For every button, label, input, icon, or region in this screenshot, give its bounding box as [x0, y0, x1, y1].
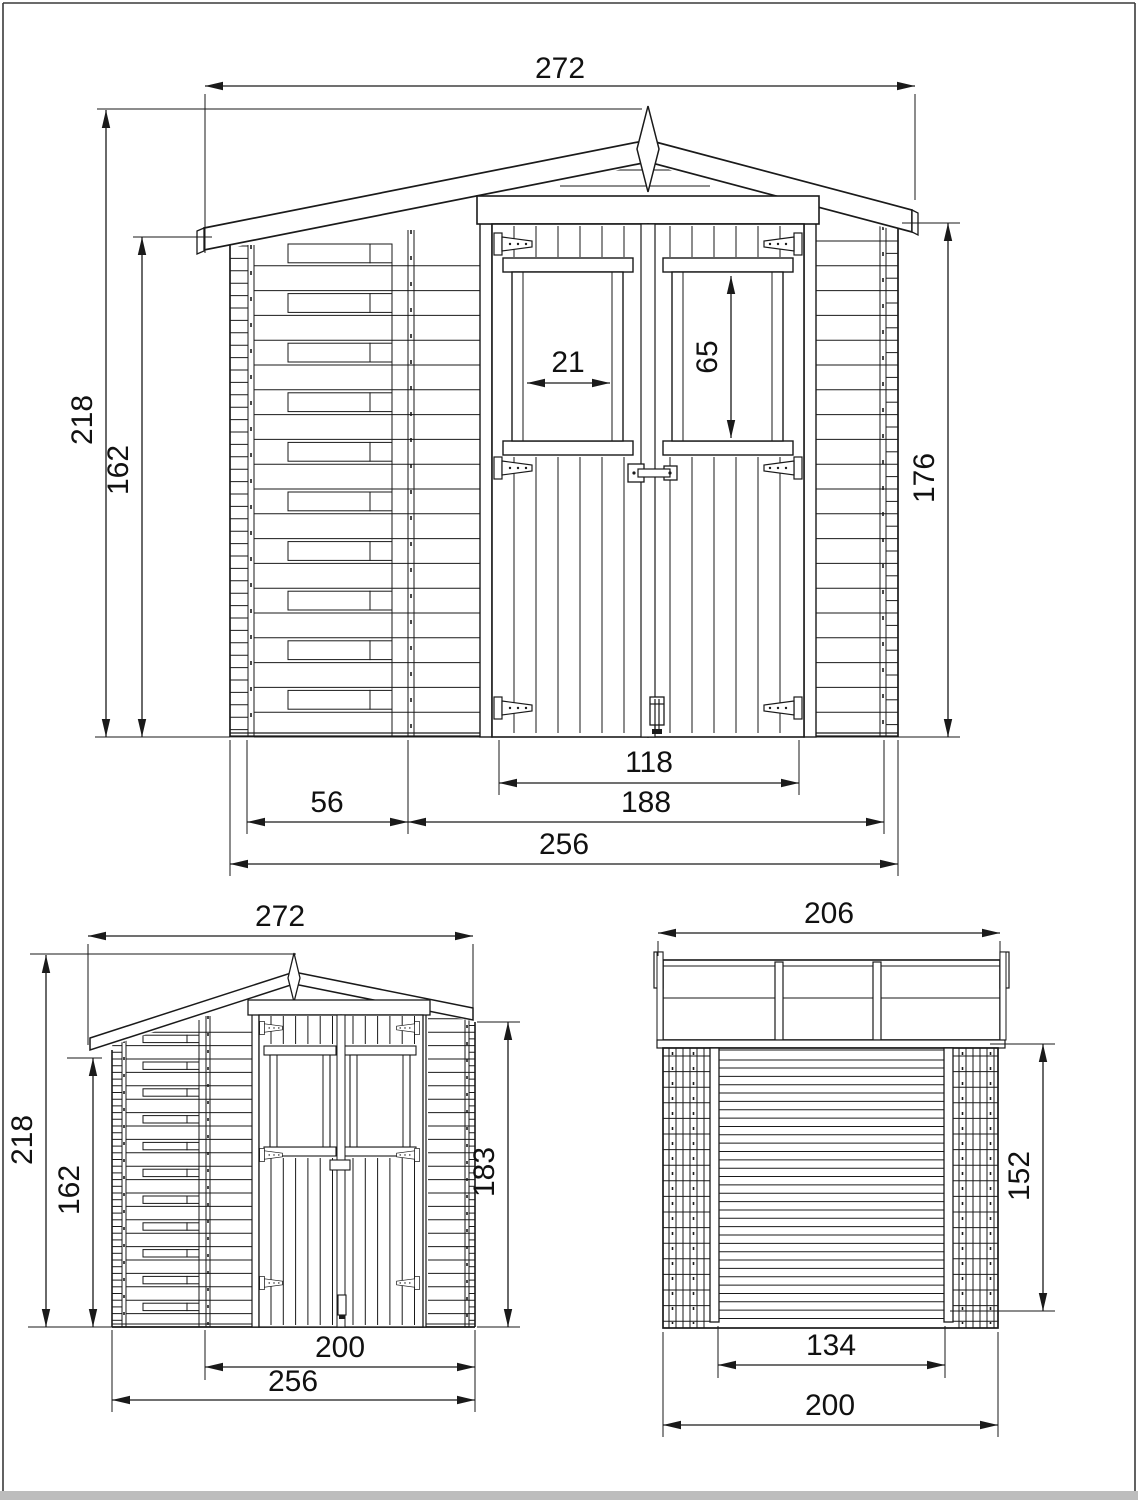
- inset-plank: [187, 1303, 199, 1310]
- dim-label-wall-height-left: 162: [53, 1164, 86, 1216]
- hinge-plate: [415, 1148, 420, 1161]
- hinge-screw: [525, 707, 527, 709]
- door-left: [492, 224, 648, 737]
- dim-arrow: [102, 719, 110, 737]
- dim-arrow: [880, 860, 898, 868]
- hinge-screw: [399, 1027, 400, 1028]
- dim-arrow: [457, 1396, 475, 1404]
- hinge-screw: [399, 1282, 400, 1283]
- window-left: [270, 1055, 330, 1147]
- inset-plank: [288, 641, 370, 660]
- dim-label-roof-width: 272: [534, 52, 586, 85]
- dim-arrow: [658, 929, 676, 937]
- inset-plank: [288, 690, 370, 709]
- dim-arrow: [138, 719, 146, 737]
- dim-arrow: [897, 82, 915, 90]
- hinge-screw: [409, 1282, 410, 1283]
- inset-plank: [143, 1169, 187, 1176]
- hinge-screw: [273, 1027, 274, 1028]
- door-frame-post-left: [480, 210, 492, 737]
- dim-arrow: [42, 955, 50, 973]
- dim-arrow: [866, 818, 884, 826]
- inset-plank: [288, 591, 370, 610]
- inset-plank: [143, 1223, 187, 1230]
- hinge-screw: [509, 467, 511, 469]
- inset-plank: [187, 1116, 199, 1123]
- dim-label-base-depth: 200: [804, 1389, 856, 1422]
- dim-arrow: [408, 818, 426, 826]
- dim-arrow: [944, 223, 952, 241]
- dim-arrow: [455, 932, 473, 940]
- dim-label-roof-depth: 206: [803, 897, 855, 930]
- window-bottom-rail: [663, 441, 793, 455]
- inset-plank: [187, 1142, 199, 1149]
- inset-plank: [187, 1062, 199, 1069]
- hinge-screw: [278, 1027, 279, 1028]
- dim-arrow: [663, 1421, 681, 1429]
- dimension-inner-depth: [718, 1329, 945, 1369]
- dim-arrow: [112, 1396, 130, 1404]
- dimension-wall-height-left: [102, 237, 146, 737]
- door-header-board: [248, 1000, 430, 1015]
- hinge-plate: [260, 1148, 265, 1161]
- dimension-overall-height: [66, 110, 110, 737]
- dim-arrow: [138, 237, 146, 255]
- dim-label-wall-height-right: 176: [908, 452, 941, 504]
- hinge-screw: [525, 243, 527, 245]
- inset-plank: [288, 393, 370, 412]
- inset-plank: [187, 1276, 199, 1283]
- inset-plank: [370, 492, 392, 511]
- hinge-screw: [399, 1154, 400, 1155]
- hinge-plate: [794, 457, 802, 479]
- dim-arrow: [390, 818, 408, 826]
- hinge-plate: [494, 457, 502, 479]
- roof-finial-diamond: [637, 106, 659, 192]
- window-right: [672, 272, 783, 441]
- hinge-screw: [509, 243, 511, 245]
- dimension-inner-wall-height: [1003, 1044, 1047, 1311]
- dim-arrow: [88, 932, 106, 940]
- dimension-left-bay-width: [247, 786, 408, 826]
- hinge-screw: [517, 243, 519, 245]
- hinge-screw: [404, 1154, 405, 1155]
- hinge-screw: [517, 467, 519, 469]
- inset-plank: [370, 591, 392, 610]
- roof-underboard: [657, 1040, 1005, 1048]
- dim-arrow: [504, 1022, 512, 1040]
- hinge-plate: [260, 1021, 265, 1034]
- inset-plank: [288, 442, 370, 461]
- dim-label-right-bay-width: 188: [620, 786, 672, 819]
- dim-label-left-bay-width: 56: [310, 786, 344, 819]
- inset-plank: [187, 1196, 199, 1203]
- dim-arrow: [230, 860, 248, 868]
- dim-arrow: [205, 1363, 223, 1371]
- inset-plank: [187, 1223, 199, 1230]
- hinge-screw: [273, 1282, 274, 1283]
- hinge-screw: [278, 1154, 279, 1155]
- hinge-plate: [494, 697, 502, 719]
- dim-label-inner-wall-height: 152: [1003, 1150, 1036, 1202]
- inset-plank: [187, 1169, 199, 1176]
- front-small-view: [6, 900, 520, 1412]
- dim-arrow: [944, 719, 952, 737]
- side-post-left: [710, 1048, 719, 1322]
- dimension-right-bay-width: [408, 786, 884, 826]
- dim-label-wall-height-left: 162: [102, 444, 135, 496]
- door-drop-bolt: [338, 1295, 346, 1315]
- dim-label-door-height: 183: [468, 1146, 501, 1198]
- hinge-screw: [268, 1154, 269, 1155]
- front-view: [66, 52, 960, 876]
- dimension-roof-depth: [658, 897, 1000, 937]
- dim-arrow: [205, 82, 223, 90]
- inset-plank: [370, 393, 392, 412]
- dim-arrow: [982, 929, 1000, 937]
- inset-plank: [370, 343, 392, 362]
- inset-plank: [288, 343, 370, 362]
- dimension-base-width-small: [112, 1365, 475, 1404]
- inset-plank: [187, 1089, 199, 1096]
- hinge-screw: [409, 1027, 410, 1028]
- inset-plank: [370, 294, 392, 313]
- hinge-plate: [415, 1021, 420, 1034]
- inset-plank: [288, 542, 370, 561]
- hinge-plate: [415, 1276, 420, 1289]
- inset-plank: [143, 1035, 187, 1042]
- hinge-screw: [769, 707, 771, 709]
- dimension-roof-width-small: [88, 900, 473, 940]
- roof-finial-diamond: [288, 953, 300, 1002]
- dim-arrow: [504, 1309, 512, 1327]
- inset-plank: [143, 1089, 187, 1096]
- hinge-plate: [260, 1276, 265, 1289]
- hinge-screw: [278, 1282, 279, 1283]
- dim-label-roof-width: 272: [254, 900, 306, 933]
- inset-plank: [370, 542, 392, 561]
- inset-plank: [143, 1062, 187, 1069]
- dim-arrow: [102, 110, 110, 128]
- dim-label-door-bay-width: 200: [314, 1331, 366, 1364]
- door-header-board: [477, 196, 819, 224]
- dim-label-overall-height: 218: [6, 1114, 39, 1166]
- dimension-door-bay-width: [205, 1331, 475, 1371]
- dim-label-door-opening-width: 118: [625, 746, 673, 779]
- inset-plank: [143, 1116, 187, 1123]
- dim-arrow: [42, 1309, 50, 1327]
- dim-arrow: [1039, 1293, 1047, 1311]
- dim-arrow: [718, 1361, 736, 1369]
- inset-plank: [288, 492, 370, 511]
- inset-plank: [370, 641, 392, 660]
- dimension-overall-height-small: [6, 955, 50, 1327]
- dimension-wall-height-right: [908, 223, 952, 737]
- dimension-door-opening-width: [499, 746, 799, 787]
- dimension-base-depth: [663, 1389, 998, 1429]
- inset-plank: [143, 1196, 187, 1203]
- door-frame-post-left: [252, 1008, 259, 1327]
- side-post-right: [944, 1048, 953, 1322]
- dim-label-window-pane-width: 21: [551, 346, 585, 379]
- hinge-plate: [794, 233, 802, 255]
- hinge-screw: [777, 707, 779, 709]
- dim-label-inner-depth: 134: [805, 1329, 857, 1362]
- hinge-screw: [404, 1282, 405, 1283]
- dim-arrow: [89, 1309, 97, 1327]
- inset-plank: [143, 1303, 187, 1310]
- dim-arrow: [499, 779, 517, 787]
- dim-arrow: [927, 1361, 945, 1369]
- dim-arrow: [1039, 1044, 1047, 1062]
- hinge-screw: [268, 1027, 269, 1028]
- window-right: [350, 1055, 410, 1147]
- hinge-plate: [494, 233, 502, 255]
- hinge-screw: [409, 1154, 410, 1155]
- footer-bar: [0, 1491, 1138, 1500]
- inset-plank: [288, 244, 370, 263]
- hinge-screw: [273, 1154, 274, 1155]
- hinge-screw: [517, 707, 519, 709]
- inset-plank: [370, 690, 392, 709]
- dim-label-window-opening-height: 65: [691, 340, 724, 374]
- dim-arrow: [781, 779, 799, 787]
- window-bottom-rail: [503, 441, 633, 455]
- hinge-screw: [525, 467, 527, 469]
- hinge-screw: [785, 243, 787, 245]
- side-roof: [654, 952, 1009, 1048]
- hinge-screw: [777, 243, 779, 245]
- window-top-rail: [663, 258, 793, 272]
- inset-plank: [143, 1142, 187, 1149]
- side-wall: [663, 1048, 998, 1328]
- dim-label-base-width: 256: [538, 828, 590, 861]
- hinge-screw: [769, 467, 771, 469]
- hinge-screw: [769, 243, 771, 245]
- dimension-base-width: [230, 828, 898, 868]
- dim-label-overall-height: 218: [66, 394, 99, 446]
- dim-arrow: [980, 1421, 998, 1429]
- inset-plank: [288, 294, 370, 313]
- dimension-wall-height-left-small: [53, 1058, 97, 1327]
- dim-arrow: [457, 1363, 475, 1371]
- door-frame-post-right: [804, 210, 816, 737]
- hinge-plate: [794, 697, 802, 719]
- inset-plank: [187, 1250, 199, 1257]
- dim-arrow: [247, 818, 265, 826]
- window-top-rail: [503, 258, 633, 272]
- inset-plank: [143, 1250, 187, 1257]
- side-view: [654, 897, 1055, 1437]
- hinge-screw: [777, 467, 779, 469]
- dim-arrow: [89, 1058, 97, 1076]
- inset-plank: [143, 1276, 187, 1283]
- hinge-screw: [785, 467, 787, 469]
- inset-plank: [370, 244, 392, 263]
- inset-plank: [187, 1035, 199, 1042]
- hinge-screw: [268, 1282, 269, 1283]
- door-astragal: [337, 1015, 345, 1327]
- hinge-screw: [509, 707, 511, 709]
- inset-plank: [370, 442, 392, 461]
- hinge-screw: [404, 1027, 405, 1028]
- hinge-screw: [785, 707, 787, 709]
- dimension-roof-width: [205, 52, 915, 90]
- dim-label-base-width: 256: [267, 1365, 319, 1398]
